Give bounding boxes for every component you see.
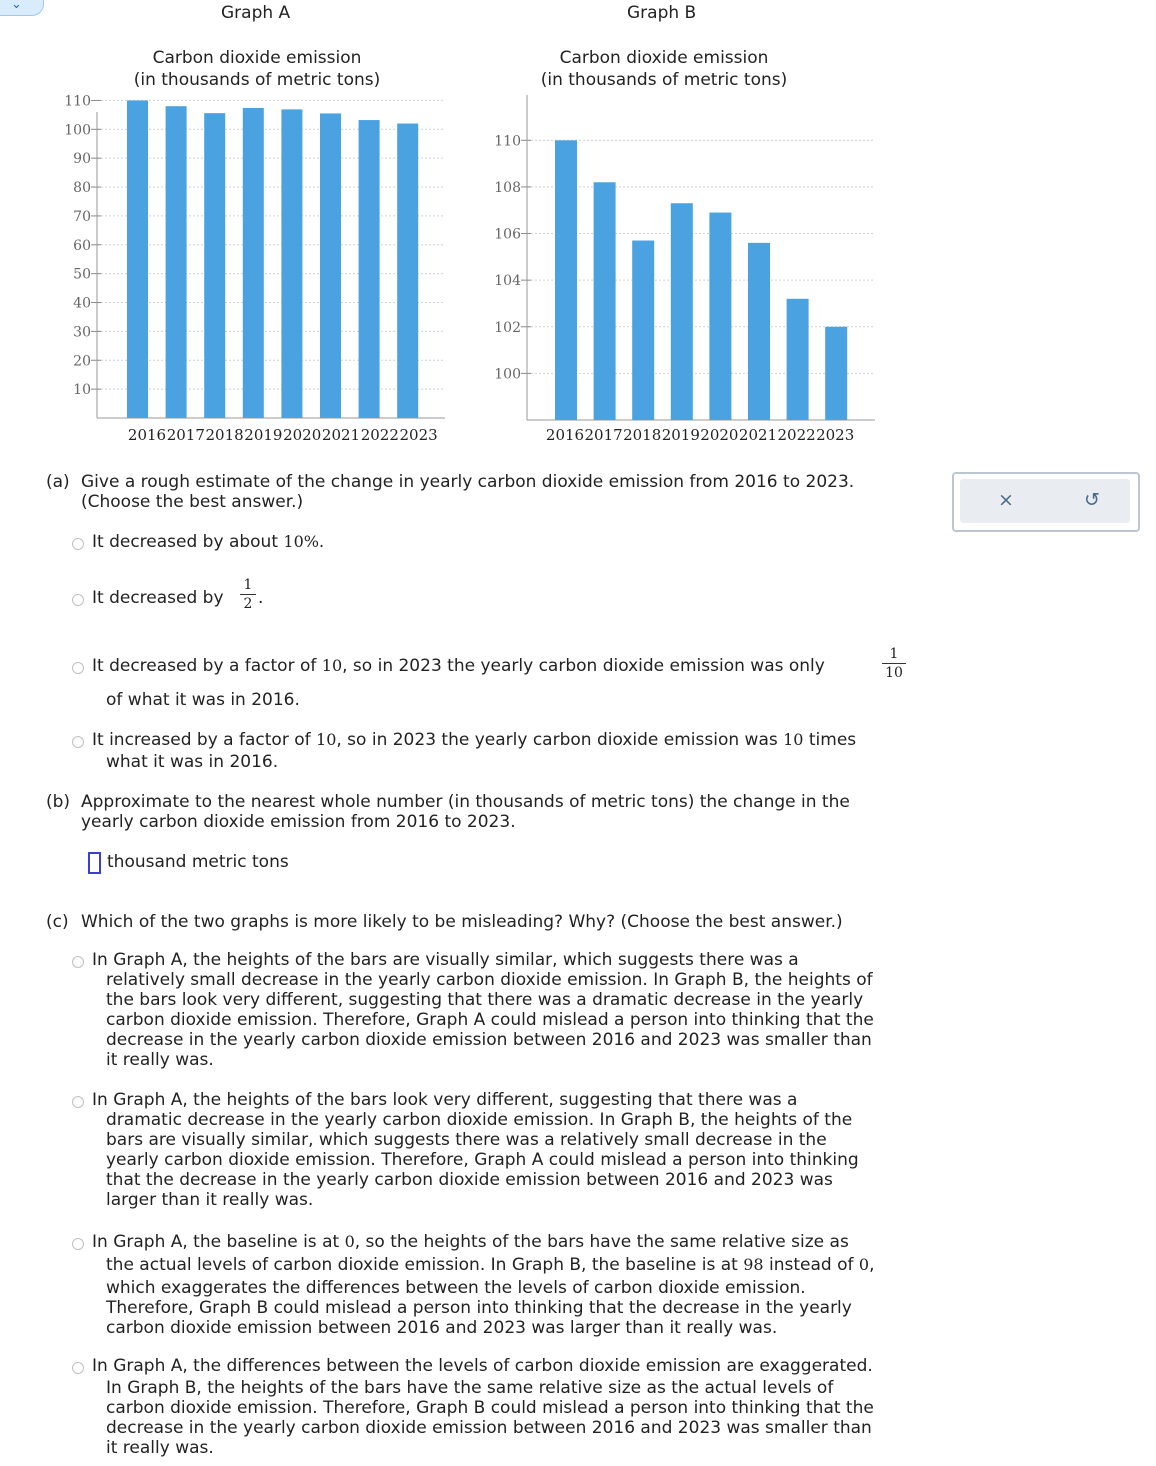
y-tick-label: 10: [73, 382, 91, 399]
radio-button[interactable]: [72, 1238, 84, 1250]
part-c-option-2-line: larger than it really was.: [106, 1190, 314, 1210]
part-c-option-2-line: In Graph A, the heights of the bars look very different, suggesting that there was a: [92, 1090, 798, 1110]
y-tick-label: 104: [494, 273, 521, 290]
part-c-option-2[interactable]: [92, 1090, 859, 1210]
part-c-option-3-line: [92, 1255, 874, 1278]
fraction-numerator: 1: [240, 577, 256, 595]
bar: [748, 243, 770, 420]
y-tick-label: 50: [73, 266, 91, 283]
undo-icon[interactable]: ↺: [1084, 489, 1100, 511]
close-icon[interactable]: ×: [998, 489, 1014, 511]
x-tick-label: 2022: [777, 426, 816, 444]
answer-toolbar: [952, 472, 1140, 532]
part-c-option-1[interactable]: [92, 950, 874, 1070]
y-tick-label: 100: [64, 122, 91, 139]
part-c-option-4-line: In Graph A, the differences between the levels of carbon dioxide emission are exaggerated.: [92, 1356, 873, 1376]
part-a-option-4-value2: 10: [783, 730, 804, 749]
graph-b-chart: [0, 0, 880, 450]
part-a-option-4-line2: what it was in 2016.: [106, 752, 279, 772]
part-c-option-3[interactable]: [92, 1232, 874, 1338]
text-fragment: the actual levels of carbon dioxide emission. In Graph B, the baseline is at: [106, 1255, 744, 1275]
y-tick-label: 110: [494, 133, 521, 150]
part-a-option-1[interactable]: [92, 532, 324, 552]
y-tick-label: 90: [73, 151, 91, 168]
radio-button[interactable]: [72, 736, 84, 748]
part-c-option-1-line: decrease in the yearly carbon dioxide emission between 2016 and 2023 was smaller than: [106, 1030, 872, 1050]
x-tick-label: 2016: [545, 426, 585, 444]
part-c-option-4-line: decrease in the yearly carbon dioxide emission between 2016 and 2023 was smaller than: [106, 1418, 872, 1438]
radio-button[interactable]: [72, 594, 84, 606]
part-c-option-4-line: it really was.: [106, 1438, 214, 1458]
x-tick-label: 2020: [700, 426, 739, 444]
part-c-question: Which of the two graphs is more likely to be misleading? Why? (Choose the best answer.): [81, 912, 843, 932]
x-tick-label: 2017: [166, 426, 205, 444]
part-c-option-1-line: relatively small decrease in the yearly carbon dioxide emission. In Graph B, the heights of: [106, 970, 873, 990]
x-tick-label: 2023: [399, 426, 438, 444]
chevron-down-icon: ⌄: [11, 0, 22, 12]
part-b-question-line2: yearly carbon dioxide emission from 2016 to 2023.: [81, 812, 516, 832]
x-tick-label: 2021: [738, 426, 778, 444]
fraction-denominator: 2: [243, 596, 253, 612]
fraction-denominator: 10: [885, 665, 903, 681]
x-tick-label: 2020: [283, 426, 322, 444]
part-a-option-2[interactable]: It decreased by: [92, 588, 224, 608]
graph-b-title: Graph B: [627, 3, 697, 23]
graph-b-caption-line1: Carbon dioxide emission: [559, 48, 769, 68]
part-a-label: (a): [46, 472, 70, 492]
graph-b-caption-line2: (in thousands of metric tons): [540, 70, 788, 90]
toolbar-inner: [960, 479, 1130, 523]
bar: [825, 327, 847, 420]
part-a-option-4-text2: , so in 2023 the yearly carbon dioxide emission was: [336, 730, 784, 750]
radio-button[interactable]: [72, 1362, 84, 1374]
x-tick-label: 2022: [360, 426, 399, 444]
radio-button[interactable]: [72, 662, 84, 674]
part-a-option-4-text3: times: [803, 730, 857, 750]
part-c-option-4-line: carbon dioxide emission. Therefore, Graph B could mislead a person into thinking that the: [106, 1398, 874, 1418]
part-a-option-3-text1: It decreased by a factor of: [92, 656, 322, 676]
y-tick-label: 30: [73, 324, 91, 341]
part-c-option-3-line: [92, 1232, 874, 1255]
value-baseline: 98: [743, 1255, 764, 1274]
bar: [555, 140, 577, 420]
bar: [787, 299, 809, 420]
part-c-option-2-line: dramatic decrease in the yearly carbon dioxide emission. In Graph B, the heights of the: [106, 1110, 853, 1130]
text-fragment: In Graph A, the baseline is at: [92, 1232, 345, 1252]
part-a-option-4[interactable]: [92, 730, 856, 750]
part-a-option-1-text: It decreased by about: [92, 532, 284, 552]
part-a-question-line1: Give a rough estimate of the change in yearly carbon dioxide emission from 2016 to 2023.: [81, 472, 855, 492]
part-c-option-1-line: the bars look very different, suggesting that there was a dramatic decrease in the yearly: [106, 990, 864, 1010]
bar: [671, 203, 693, 420]
y-tick-label: 60: [73, 237, 91, 254]
y-tick-label: 20: [73, 353, 91, 370]
part-c-option-1-line: In Graph A, the heights of the bars are visually similar, which suggests there was a: [92, 950, 799, 970]
part-c-option-3-line: which exaggerates the differences between the levels of carbon dioxide emission.: [106, 1278, 806, 1298]
bar: [594, 182, 616, 420]
part-c-option-2-line: yearly carbon dioxide emission. Therefore, Graph A could mislead a person into thinking: [106, 1150, 859, 1170]
text-fragment: instead of: [763, 1255, 859, 1275]
part-c-option-3-line: carbon dioxide emission between 2016 and 2023 was larger than it really was.: [106, 1318, 778, 1338]
part-c-label: (c): [46, 912, 69, 932]
y-tick-label: 102: [494, 319, 521, 336]
radio-button[interactable]: [72, 956, 84, 968]
graph-a-caption-line2: (in thousands of metric tons): [133, 70, 381, 90]
answer-input[interactable]: [88, 852, 101, 874]
y-tick-label: 40: [73, 295, 91, 312]
y-tick-label: 70: [73, 208, 91, 225]
part-b-question-line1: Approximate to the nearest whole number (in thousands of metric tons) the change in the: [81, 792, 850, 812]
y-tick-label: 100: [494, 366, 521, 383]
radio-button[interactable]: [72, 1096, 84, 1108]
fraction-one-tenth: [882, 646, 906, 681]
part-a-option-4-text1: It increased by a factor of: [92, 730, 317, 750]
value-zero: 0: [858, 1255, 870, 1274]
part-b-label: (b): [46, 792, 71, 812]
y-tick-label: 108: [494, 179, 521, 196]
graph-a-title: Graph A: [221, 3, 291, 23]
text-fragment: ,: [869, 1255, 875, 1275]
bar: [709, 213, 731, 420]
y-tick-label: 80: [73, 180, 91, 197]
bar: [632, 241, 654, 420]
part-a-option-3[interactable]: [92, 656, 825, 676]
x-tick-label: 2021: [321, 426, 361, 444]
part-a-option-2-period: .: [258, 588, 264, 608]
y-tick-label: 106: [494, 226, 521, 243]
x-tick-label: 2017: [584, 426, 623, 444]
part-c-option-1-line: carbon dioxide emission. Therefore, Graph A could mislead a person into thinking that the: [106, 1010, 874, 1030]
part-c-option-2-line: that the decrease in the yearly carbon dioxide emission between 2016 and 2023 was: [106, 1170, 833, 1190]
part-a-option-3-line2: of what it was in 2016.: [106, 690, 300, 710]
part-c-option-3-line: Therefore, Graph B could mislead a person into thinking that the decrease in the yearly: [106, 1298, 852, 1318]
part-c-option-4-line: In Graph B, the heights of the bars have the same relative size as the actual levels of: [106, 1378, 834, 1398]
graph-a-caption-line1: Carbon dioxide emission: [152, 48, 362, 68]
fraction-one-half: [240, 577, 256, 612]
part-a-option-3-text2: , so in 2023 the yearly carbon dioxide emission was only: [342, 656, 825, 676]
part-a-option-3-value: 10: [321, 656, 343, 675]
y-tick-label: 110: [64, 93, 91, 110]
x-tick-label: 2018: [205, 426, 244, 444]
x-tick-label: 2019: [244, 426, 283, 444]
part-b-unit: thousand metric tons: [107, 852, 289, 872]
fraction-numerator: 1: [882, 646, 906, 664]
part-a-question-line2: (Choose the best answer.): [81, 492, 304, 512]
part-a-option-4-value1: 10: [316, 730, 337, 749]
x-tick-label: 2018: [623, 426, 662, 444]
part-c-option-2-line: bars are visually similar, which suggests there was a relatively small decrease in the: [106, 1130, 827, 1150]
radio-button[interactable]: [72, 538, 84, 550]
value-zero: 0: [344, 1232, 355, 1251]
part-c-option-4[interactable]: [92, 1356, 874, 1458]
text-fragment: , so the heights of the bars have the same relative size as: [354, 1232, 849, 1252]
part-a-option-1-value: 10%.: [283, 532, 325, 551]
x-tick-label: 2016: [127, 426, 167, 444]
x-tick-label: 2023: [816, 426, 855, 444]
part-c-option-1-line: it really was.: [106, 1050, 214, 1070]
x-tick-label: 2019: [661, 426, 700, 444]
